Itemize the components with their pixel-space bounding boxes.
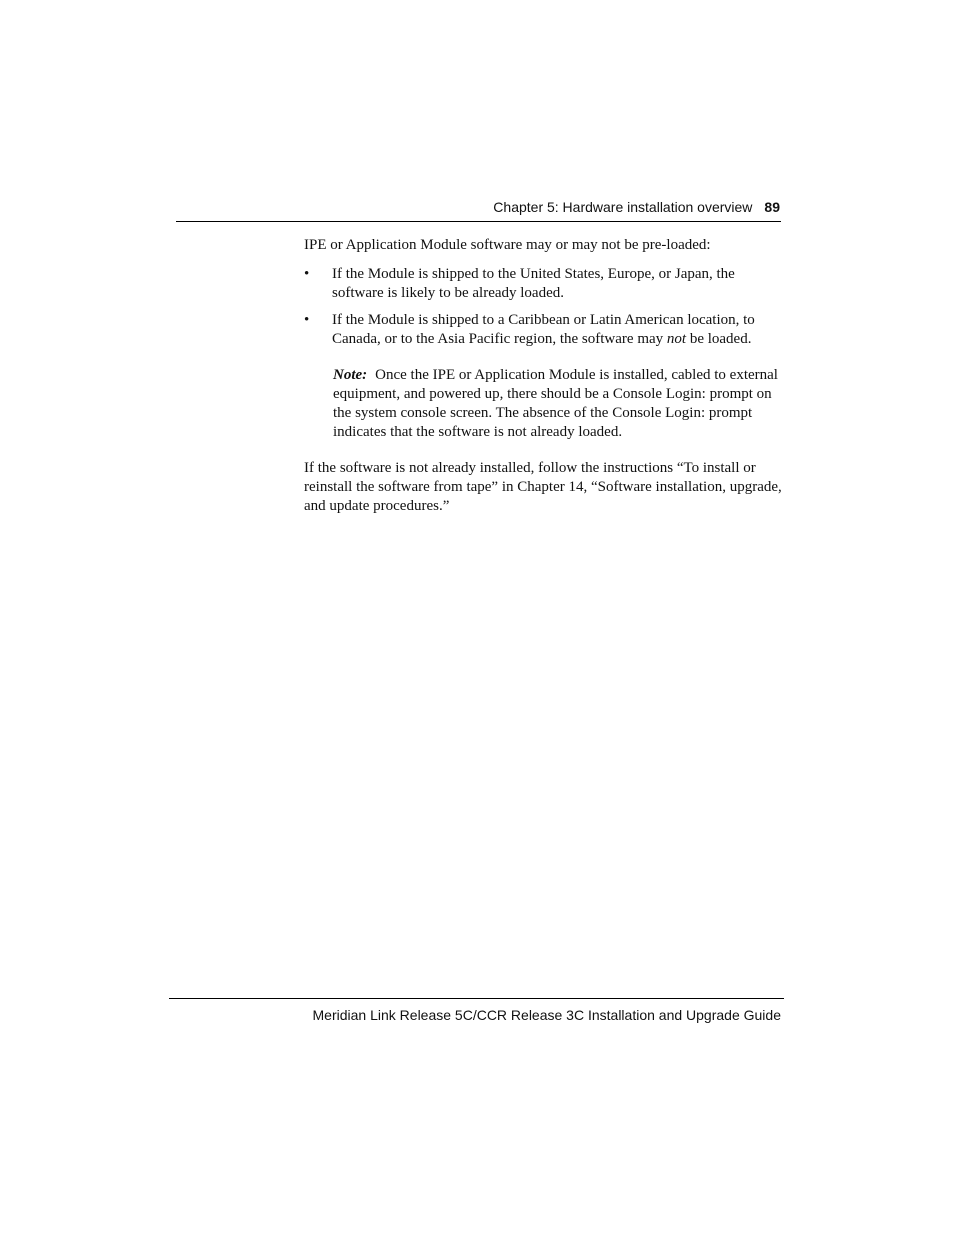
running-header: [493, 199, 780, 215]
closing-paragraph: If the software is not already installed, follow the instructions “To install or reinstall the software from tape” in Chapter 14, “Software installation, upgrade, and update procedures.”: [304, 460, 782, 514]
page-number: 89: [764, 199, 780, 215]
note-block: [333, 366, 783, 442]
footer-divider: [169, 998, 784, 999]
note-label: Note:: [333, 367, 368, 383]
bullet-icon: •: [304, 312, 310, 328]
list-item: [304, 311, 782, 349]
chapter-title: Chapter 5: Hardware installation overview: [493, 199, 753, 215]
list-item-text: [332, 311, 782, 349]
header-divider: [176, 221, 781, 222]
note-text: Once the IPE or Application Module is installed, cabled to external equipment, and powered up, there should be a Console Login: prompt on the system console screen. The absence of the Console Login: prompt indicates that the software is not already loaded.: [333, 367, 778, 440]
list-item: [304, 265, 782, 303]
intro-paragraph: IPE or Application Module software may or may not be pre-loaded:: [304, 237, 711, 253]
list-item-text: If the Module is shipped to the United States, Europe, or Japan, the software is likely to be already loaded.: [332, 266, 735, 301]
bullet-icon: •: [304, 266, 310, 282]
running-footer: Meridian Link Release 5C/CCR Release 3C Installation and Upgrade Guide: [312, 1007, 781, 1023]
list-item-text-end: be loaded.: [686, 331, 752, 347]
list-item-text-start: If the Module is shipped to a Caribbean or Latin American location, to Canada, or to the Asia Pacific region, the software may: [332, 312, 755, 347]
emphasis-text: not: [666, 331, 687, 347]
